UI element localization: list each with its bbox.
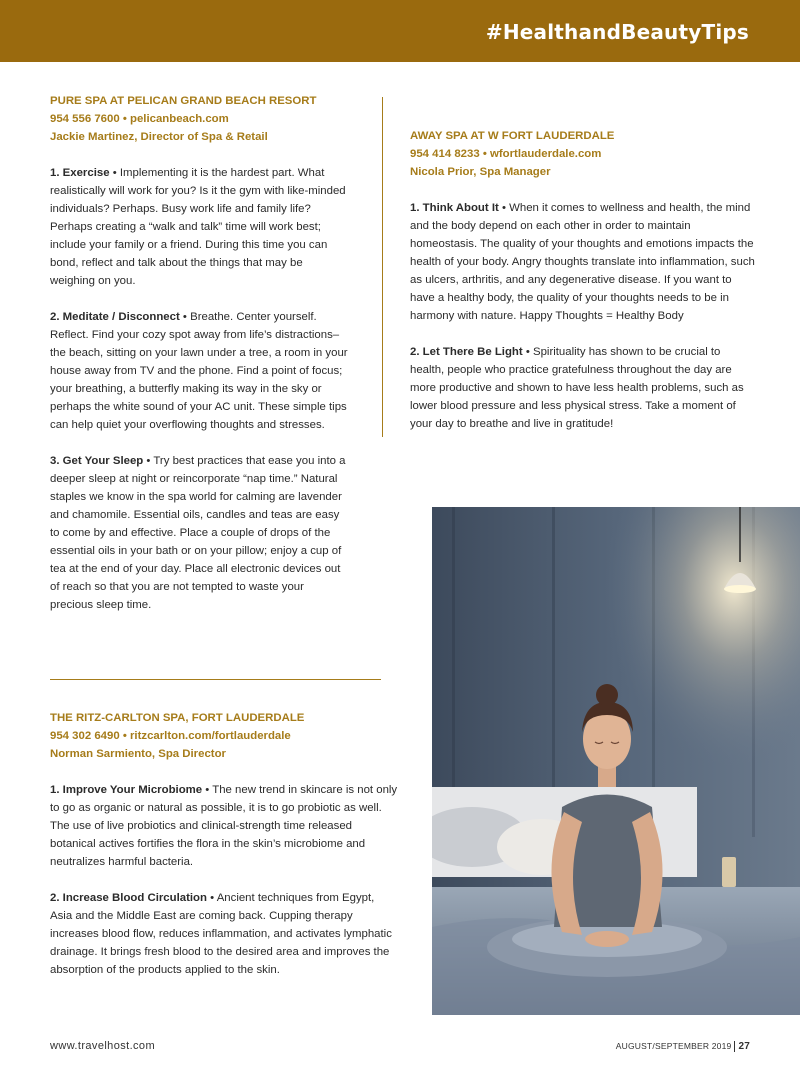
ritz-person: Norman Sarmiento, Spa Director — [50, 748, 226, 760]
meditation-illustration — [432, 507, 800, 1015]
footer-issue: AUGUST/SEPTEMBER 2019 — [615, 1041, 732, 1051]
meditation-photo — [432, 507, 800, 1015]
hashtag-title: #HealthandBeautyTips — [485, 20, 749, 44]
tip-paragraph: 1. Exercise • Implementing it is the hardest part. What realistically will work for you? Is it the gym with like-minded individuals? Perhaps. Busy work life and family life? Perhaps creating a “walk and talk” time will work best; include your family or a friend. During this time you can bond, reflect and talk about the things that may be weighing on you. — [50, 167, 346, 287]
tip-body: Spirituality has shown to be crucial to health, people who practice gratefulness throughout the day are more productive and shown to have less health problems, such as lower blood pressure and less physical stress. Take a moment of your day to breathe and live in gratitude! — [410, 346, 744, 430]
ritz-section — [50, 709, 398, 979]
footer-site: www.travelhost.com — [50, 1040, 156, 1052]
tip-heading: 2. Increase Blood Circulation — [50, 892, 207, 904]
tip-body: Implementing it is the hardest part. What realistically will work for you? Is it the gym with like-minded individuals? Perhaps. Busy work life and family life? Perhaps creating a “walk and talk” time will work best; include your family or a friend. During this time you can bond, reflect and talk about the things that may be weighing on you. — [50, 167, 346, 287]
tip-body: Breathe. Center yourself. Reflect. Find your cozy spot away from life’s distractions–the beach, sitting on your lawn under a tree, a room in your house away from TV and the phone. Find a point of focus; your breathing, a butterfly making its way in the sky or perhaps the white sound of your AC unit. These simple tips can help quiet your overflowing thoughts and stresses. — [50, 311, 348, 431]
header-bar — [0, 0, 800, 62]
tip-heading: 3. Get Your Sleep — [50, 455, 144, 467]
ritz-title: THE RITZ-CARLTON SPA, FORT LAUDERDALE — [50, 712, 305, 724]
page-number: 27 — [734, 1041, 750, 1052]
pelican-contact: 954 556 7600 • pelicanbeach.com — [50, 113, 229, 125]
pelican-section — [50, 92, 350, 614]
tip-paragraph: 2. Meditate / Disconnect • Breathe. Center yourself. Reflect. Find your cozy spot away from life’s distractions–the beach, sitting on your lawn under a tree, a room in your house away from TV and the phone. Find a point of focus; your breathing, a butterfly making its way in the sky or perhaps the white sound of your AC unit. These simple tips can help quiet your overflowing thoughts and stresses. — [50, 311, 348, 431]
tip-heading: 2. Let There Be Light — [410, 346, 523, 358]
column-divider — [382, 97, 383, 437]
tip-paragraph: 2. Increase Blood Circulation • Ancient techniques from Egypt, Asia and the Middle East are coming back. Cupping therapy increases blood flow, reduces inflammation, and activates lymphatic drainage. It brings fresh blood to the desired area and improves the absorption of the products applied to the skin. — [50, 892, 392, 976]
tip-heading: 2. Meditate / Disconnect — [50, 311, 180, 323]
away-person: Nicola Prior, Spa Manager — [410, 166, 551, 178]
tip-paragraph: 2. Let There Be Light • Spirituality has shown to be crucial to health, people who practice gratefulness throughout the day are more productive and shown to have less health problems, such as lower blood pressure and less physical stress. Take a moment of your day to breathe and live in gratitude! — [410, 346, 744, 430]
section-divider — [50, 679, 381, 680]
pelican-person: Jackie Martinez, Director of Spa & Retail — [50, 131, 268, 143]
tip-paragraph: 1. Think About It • When it comes to wellness and health, the mind and the body depend on each other in order to maintain homeostasis. The quality of your thoughts and emotions impacts the health of your body. Angry thoughts translate into inflammation, such as ulcers, arthritis, and any degenerative disease. If you want to have a healthy body, the quality of your thoughts needs to be in harmony with nature. Happy Thoughts = Healthy Body — [410, 202, 755, 322]
ritz-contact: 954 302 6490 • ritzcarlton.com/fortlauderdale — [50, 730, 291, 742]
tip-paragraph: 3. Get Your Sleep • Try best practices that ease you into a deeper sleep at night or reincorporate “nap time.” Natural staples we know in the spa world for calming are lavender and chamomile. Essential oils, candles and teas are easy to come by and effective. Place a couple of drops of the essential oils in your bath or on your pillow; enjoy a cup of tea at the end of your day. Place all electronic devices out of reach so that you are not tempted to waste your precious sleep time. — [50, 455, 346, 611]
tip-body: Try best practices that ease you into a deeper sleep at night or reincorporate “nap time.” Natural staples we know in the spa world for calming are lavender and chamomile. Essential oils, candles and teas are easy to come by and effective. Place a couple of drops of the essential oils in your bath or on your pillow; enjoy a cup of tea at the end of your day. Place all electronic devices out of reach so that you are not tempted to waste your precious sleep time. — [50, 455, 346, 611]
tip-body: When it comes to wellness and health, the mind and the body depend on each other in order to maintain homeostasis. The quality of your thoughts and emotions impacts the health of your body. Angry thoughts translate into inflammation, such as ulcers, arthritis, and any degenerative disease. If you want to have a healthy body, the quality of your thoughts needs to be in harmony with nature. Happy Thoughts = Healthy Body — [410, 202, 755, 322]
tip-body: Ancient techniques from Egypt, Asia and the Middle East are coming back. Cupping therapy increases blood flow, reduces inflammation, and activates lymphatic drainage. It brings fresh blood to the desired area and improves the absorption of the products applied to the skin. — [50, 892, 392, 976]
tip-body: The new trend in skincare is not only to go as organic or natural as possible, it is to go probiotic as well. The use of live probiotics and clinical-strength time released botanical actives fortifies the flora in the skin’s microbiome and neutralizes harmful bacteria. — [50, 784, 398, 868]
tip-heading: 1. Exercise — [50, 167, 110, 179]
tip-heading: 1. Improve Your Microbiome — [50, 784, 203, 796]
away-contact: 954 414 8233 • wfortlauderdale.com — [410, 148, 602, 160]
tip-heading: 1. Think About It — [410, 202, 499, 214]
tip-paragraph: 1. Improve Your Microbiome • The new trend in skincare is not only to go as organic or natural as possible, it is to go probiotic as well. The use of live probiotics and clinical-strength time released botanical actives fortifies the flora in the skin’s microbiome and neutralizes harmful bacteria. — [50, 784, 398, 868]
footer-issue-block — [616, 1041, 750, 1052]
away-section — [410, 127, 755, 433]
away-title: AWAY SPA AT W FORT LAUDERDALE — [410, 130, 615, 142]
pelican-title: PURE SPA AT PELICAN GRAND BEACH RESORT — [50, 95, 317, 107]
